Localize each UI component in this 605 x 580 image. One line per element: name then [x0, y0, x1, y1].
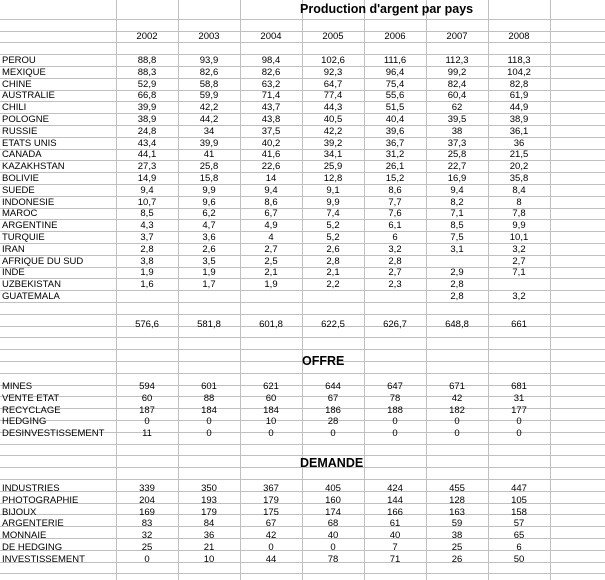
value-cell: 169: [139, 506, 155, 518]
value-cell: 2,7: [388, 267, 402, 279]
value-cell: 2,7: [512, 255, 526, 267]
value-cell: 7,8: [512, 208, 526, 220]
value-cell: 39,9: [199, 137, 219, 149]
value-cell: 84: [203, 518, 215, 530]
value-cell: 31: [513, 392, 525, 404]
value-cell: 82,6: [199, 66, 219, 78]
value-cell: 11: [142, 428, 152, 440]
value-cell: 7,4: [326, 208, 340, 220]
value-cell: 27,3: [137, 161, 157, 173]
page-title: Production d'argent par pays: [300, 2, 474, 16]
value-cell: 15,8: [199, 173, 219, 184]
value-cell: 112,3: [445, 55, 469, 66]
value-cell: 31,2: [385, 149, 405, 161]
value-cell: 5,2: [326, 232, 340, 243]
value-cell: 22,6: [261, 161, 281, 173]
value-cell: 9,9: [512, 220, 526, 232]
value-cell: 8,5: [450, 220, 464, 232]
row-label: PEROU: [2, 55, 36, 66]
value-cell: 621: [263, 381, 279, 392]
total-cell: 601,8: [259, 319, 283, 330]
value-cell: 2,1: [264, 267, 278, 279]
value-cell: 184: [201, 404, 217, 416]
value-cell: 7,5: [450, 232, 464, 243]
year-header: 2003: [198, 31, 220, 42]
value-cell: 0: [206, 416, 212, 428]
row-label: INDE: [2, 267, 25, 279]
value-cell: 0: [392, 428, 398, 440]
value-cell: 3,8: [140, 255, 154, 267]
row-label: GUATEMALA: [2, 291, 60, 302]
value-cell: 2,8: [450, 291, 464, 302]
value-cell: 60: [141, 392, 153, 404]
row-label: ETATS UNIS: [2, 137, 57, 149]
value-cell: 8,2: [450, 196, 464, 208]
value-cell: 59: [451, 518, 463, 530]
value-cell: 36: [203, 530, 215, 542]
value-cell: 193: [201, 494, 217, 506]
value-cell: 52,9: [137, 78, 157, 90]
value-cell: 447: [511, 483, 527, 494]
value-cell: 60: [265, 392, 277, 404]
value-cell: 4,7: [202, 220, 216, 232]
value-cell: 6,2: [202, 208, 216, 220]
value-cell: 25,8: [199, 161, 219, 173]
value-cell: 55,6: [385, 90, 405, 102]
value-cell: 9,4: [264, 184, 278, 196]
value-cell: 8,6: [388, 184, 402, 196]
value-cell: 7,1: [512, 267, 526, 279]
row-label: MEXIQUE: [2, 66, 46, 78]
value-cell: 2,3: [388, 279, 402, 291]
value-cell: 36,7: [385, 137, 405, 149]
value-cell: 0: [330, 542, 336, 553]
value-cell: 187: [139, 404, 155, 416]
value-cell: 25: [141, 542, 153, 553]
value-cell: 2,1: [326, 267, 340, 279]
value-cell: 9,4: [140, 184, 154, 196]
value-cell: 40: [389, 530, 401, 542]
value-cell: 175: [263, 506, 279, 518]
value-cell: 25,8: [447, 149, 467, 161]
value-cell: 104,2: [507, 66, 531, 78]
value-cell: 15,2: [385, 173, 405, 184]
value-cell: 158: [511, 506, 527, 518]
value-cell: 14: [265, 173, 277, 184]
value-cell: 1,9: [264, 279, 278, 291]
total-cell: 576,6: [135, 319, 159, 330]
value-cell: 82,4: [447, 78, 467, 90]
total-cell: 581,8: [197, 319, 221, 330]
value-cell: 3,2: [512, 243, 526, 255]
total-cell: 661: [511, 319, 527, 330]
value-cell: 38,9: [509, 114, 529, 125]
value-cell: 39,2: [323, 137, 343, 149]
value-cell: 204: [139, 494, 155, 506]
value-cell: 59,9: [199, 90, 219, 102]
value-cell: 339: [139, 483, 155, 494]
row-label: AFRIQUE DU SUD: [2, 255, 84, 267]
value-cell: 3,6: [202, 232, 216, 243]
value-cell: 7,6: [388, 208, 402, 220]
value-cell: 350: [201, 483, 217, 494]
value-cell: 594: [139, 381, 155, 392]
value-cell: 2,8: [450, 279, 464, 291]
value-cell: 82,6: [261, 66, 281, 78]
value-cell: 7: [392, 542, 398, 553]
value-cell: 82,8: [509, 78, 529, 90]
value-cell: 22,7: [447, 161, 467, 173]
value-cell: 88,3: [137, 66, 157, 78]
row-label: DESINVESTISSEMENT: [2, 428, 105, 440]
value-cell: 3,5: [202, 255, 216, 267]
value-cell: 42: [451, 392, 463, 404]
value-cell: 4,3: [140, 220, 154, 232]
value-cell: 3,1: [450, 243, 464, 255]
value-cell: 0: [454, 416, 460, 428]
value-cell: 41,6: [261, 149, 281, 161]
value-cell: 188: [387, 404, 403, 416]
total-cell: 622,5: [321, 319, 345, 330]
row-label: SUEDE: [2, 184, 35, 196]
row-label: RECYCLAGE: [2, 404, 61, 416]
row-label: UZBEKISTAN: [2, 279, 61, 291]
value-cell: 424: [387, 483, 403, 494]
value-cell: 186: [325, 404, 341, 416]
value-cell: 92,3: [323, 66, 343, 78]
demande-title: DEMANDE: [300, 456, 364, 470]
offre-title: OFFRE: [302, 354, 345, 368]
row-label: RUSSIE: [2, 125, 38, 137]
value-cell: 3,2: [512, 291, 526, 302]
value-cell: 36: [513, 137, 525, 149]
value-cell: 144: [387, 494, 403, 506]
value-cell: 14,9: [137, 173, 157, 184]
value-cell: 67: [265, 518, 277, 530]
row-label: POLOGNE: [2, 114, 49, 125]
row-label: BOLIVIE: [2, 173, 39, 184]
row-gridline: [0, 573, 605, 574]
value-cell: 60,4: [447, 90, 467, 102]
value-cell: 88,8: [137, 55, 157, 66]
value-cell: 3,7: [140, 232, 154, 243]
value-cell: 2,2: [326, 279, 340, 291]
value-cell: 9,4: [450, 184, 464, 196]
row-label: MONNAIE: [2, 530, 47, 542]
value-cell: 37,3: [447, 137, 467, 149]
value-cell: 2,9: [450, 267, 464, 279]
value-cell: 6,7: [264, 208, 278, 220]
value-cell: 367: [263, 483, 279, 494]
row-gridline: [0, 337, 605, 338]
row-label: INVESTISSEMENT: [2, 553, 85, 565]
value-cell: 177: [511, 404, 527, 416]
value-cell: 6: [516, 542, 522, 553]
value-cell: 2,6: [326, 243, 340, 255]
total-cell: 626,7: [383, 319, 407, 330]
value-cell: 0: [516, 416, 522, 428]
value-cell: 40,2: [261, 137, 281, 149]
value-cell: 77,4: [323, 90, 343, 102]
value-cell: 96,4: [385, 66, 405, 78]
value-cell: 83: [141, 518, 153, 530]
value-cell: 43,7: [261, 102, 281, 114]
row-gridline: [0, 19, 605, 20]
row-label: INDUSTRIES: [2, 483, 60, 494]
value-cell: 9,6: [202, 196, 216, 208]
value-cell: 10: [265, 416, 277, 428]
value-cell: 174: [325, 506, 341, 518]
value-cell: 99,2: [447, 66, 467, 78]
row-gridline: [0, 479, 605, 480]
row-gridline: [0, 373, 605, 374]
value-cell: 0: [144, 416, 150, 428]
value-cell: 163: [449, 506, 465, 518]
value-cell: 647: [387, 381, 403, 392]
value-cell: 62: [451, 102, 463, 114]
row-label: PHOTOGRAPHIE: [2, 494, 79, 506]
value-cell: 39,5: [447, 114, 467, 125]
value-cell: 32: [141, 530, 153, 542]
value-cell: 63,2: [261, 78, 281, 90]
value-cell: 21,5: [509, 149, 529, 161]
row-label: CHILI: [2, 102, 27, 114]
value-cell: 6,1: [388, 220, 402, 232]
value-cell: 25: [451, 542, 463, 553]
value-cell: 118,3: [507, 55, 531, 66]
year-header: 2007: [446, 31, 468, 42]
year-header: 2006: [384, 31, 406, 42]
value-cell: 43,4: [137, 137, 157, 149]
value-cell: 0: [268, 542, 274, 553]
value-cell: 24,8: [137, 125, 157, 137]
row-label: VENTE ETAT: [2, 392, 60, 404]
value-cell: 20,2: [509, 161, 529, 173]
value-cell: 71,4: [261, 90, 281, 102]
row-label: AUSTRALIE: [2, 90, 55, 102]
value-cell: 0: [144, 553, 150, 565]
value-cell: 75,4: [385, 78, 405, 90]
row-label: ARGENTINE: [2, 220, 58, 232]
value-cell: 4,9: [264, 220, 278, 232]
value-cell: 38: [451, 530, 463, 542]
value-cell: 44,3: [323, 102, 343, 114]
value-cell: 40,4: [385, 114, 405, 125]
value-cell: 0: [516, 428, 522, 440]
value-cell: 2,5: [264, 255, 278, 267]
row-label: IRAN: [2, 243, 25, 255]
value-cell: 4: [268, 232, 274, 243]
row-label: CANADA: [2, 149, 42, 161]
value-cell: 57: [513, 518, 525, 530]
value-cell: 44,9: [509, 102, 529, 114]
value-cell: 78: [389, 392, 401, 404]
row-label: INDONESIE: [2, 196, 55, 208]
value-cell: 644: [325, 381, 341, 392]
value-cell: 671: [449, 381, 465, 392]
row-label: ARGENTERIE: [2, 518, 64, 530]
value-cell: 1,9: [140, 267, 154, 279]
value-cell: 2,7: [264, 243, 278, 255]
value-cell: 28: [327, 416, 339, 428]
value-cell: 50: [513, 553, 525, 565]
value-cell: 78: [327, 553, 339, 565]
value-cell: 34,1: [323, 149, 343, 161]
value-cell: 8,5: [140, 208, 154, 220]
value-cell: 2,6: [202, 243, 216, 255]
value-cell: 7,1: [450, 208, 464, 220]
value-cell: 179: [201, 506, 217, 518]
value-cell: 65: [513, 530, 525, 542]
row-label: HEDGING: [2, 416, 47, 428]
value-cell: 1,6: [140, 279, 154, 291]
value-cell: 2,8: [326, 255, 340, 267]
value-cell: 182: [449, 404, 465, 416]
value-cell: 128: [449, 494, 465, 506]
row-label: BIJOUX: [2, 506, 37, 518]
value-cell: 39,9: [137, 102, 157, 114]
value-cell: 8,6: [264, 196, 278, 208]
value-cell: 93,9: [199, 55, 219, 66]
year-header: 2002: [136, 31, 158, 42]
value-cell: 0: [454, 428, 460, 440]
row-label: MINES: [2, 381, 33, 392]
value-cell: 455: [449, 483, 465, 494]
row-label: TURQUIE: [2, 232, 45, 243]
row-label: MAROC: [2, 208, 38, 220]
value-cell: 61,9: [509, 90, 529, 102]
value-cell: 26: [451, 553, 463, 565]
value-cell: 0: [268, 428, 274, 440]
value-cell: 67: [327, 392, 339, 404]
total-cell: 648,8: [445, 319, 469, 330]
value-cell: 21: [203, 542, 215, 553]
value-cell: 681: [511, 381, 527, 392]
value-cell: 42,2: [199, 102, 219, 114]
value-cell: 8: [516, 196, 522, 208]
year-header: 2004: [260, 31, 282, 42]
value-cell: 10,1: [509, 232, 529, 243]
row-gridline: [0, 444, 605, 445]
value-cell: 26,1: [385, 161, 405, 173]
value-cell: 68: [327, 518, 339, 530]
value-cell: 601: [201, 381, 217, 392]
row-gridline: [0, 314, 605, 315]
value-cell: 51,5: [385, 102, 405, 114]
value-cell: 88: [203, 392, 215, 404]
value-cell: 66,8: [137, 90, 157, 102]
value-cell: 40: [327, 530, 339, 542]
value-cell: 105: [511, 494, 527, 506]
value-cell: 43,8: [261, 114, 281, 125]
value-cell: 10,7: [137, 196, 157, 208]
value-cell: 1,9: [202, 267, 216, 279]
value-cell: 42,2: [323, 125, 343, 137]
value-cell: 8,4: [512, 184, 526, 196]
value-cell: 405: [325, 483, 341, 494]
value-cell: 0: [392, 416, 398, 428]
year-header: 2005: [322, 31, 344, 42]
value-cell: 2,8: [140, 243, 154, 255]
value-cell: 102,6: [321, 55, 345, 66]
row-label: CHINE: [2, 78, 32, 90]
row-label: KAZAKHSTAN: [2, 161, 65, 173]
value-cell: 44,2: [199, 114, 219, 125]
value-cell: 160: [325, 494, 341, 506]
value-cell: 1,7: [202, 279, 216, 291]
value-cell: 12,8: [323, 173, 343, 184]
value-cell: 61: [389, 518, 401, 530]
value-cell: 58,8: [199, 78, 219, 90]
value-cell: 71: [389, 553, 401, 565]
value-cell: 44: [265, 553, 277, 565]
row-label: DE HEDGING: [2, 542, 63, 553]
value-cell: 39,6: [385, 125, 405, 137]
value-cell: 6: [392, 232, 398, 243]
value-cell: 184: [263, 404, 279, 416]
row-gridline: [0, 349, 605, 350]
value-cell: 64,7: [323, 78, 343, 90]
value-cell: 42: [265, 530, 277, 542]
value-cell: 40,5: [323, 114, 343, 125]
value-cell: 25,9: [323, 161, 343, 173]
value-cell: 5,2: [326, 220, 340, 232]
value-cell: 34: [203, 125, 215, 137]
value-cell: 37,5: [261, 125, 281, 137]
value-cell: 38,9: [137, 114, 157, 125]
value-cell: 0: [206, 428, 212, 440]
value-cell: 98,4: [261, 55, 281, 66]
value-cell: 179: [263, 494, 279, 506]
value-cell: 9,9: [326, 196, 340, 208]
value-cell: 35,8: [509, 173, 529, 184]
value-cell: 9,9: [202, 184, 216, 196]
value-cell: 9,1: [326, 184, 340, 196]
value-cell: 111,6: [383, 55, 407, 66]
year-header: 2008: [508, 31, 530, 42]
value-cell: 41: [203, 149, 215, 161]
value-cell: 44,1: [137, 149, 157, 161]
value-cell: 16,9: [447, 173, 467, 184]
value-cell: 3,2: [388, 243, 402, 255]
value-cell: 7,7: [388, 196, 402, 208]
value-cell: 38: [451, 125, 463, 137]
value-cell: 2,8: [388, 255, 402, 267]
value-cell: 0: [330, 428, 336, 440]
value-cell: 166: [387, 506, 403, 518]
value-cell: 36,1: [509, 125, 529, 137]
value-cell: 10: [203, 553, 215, 565]
